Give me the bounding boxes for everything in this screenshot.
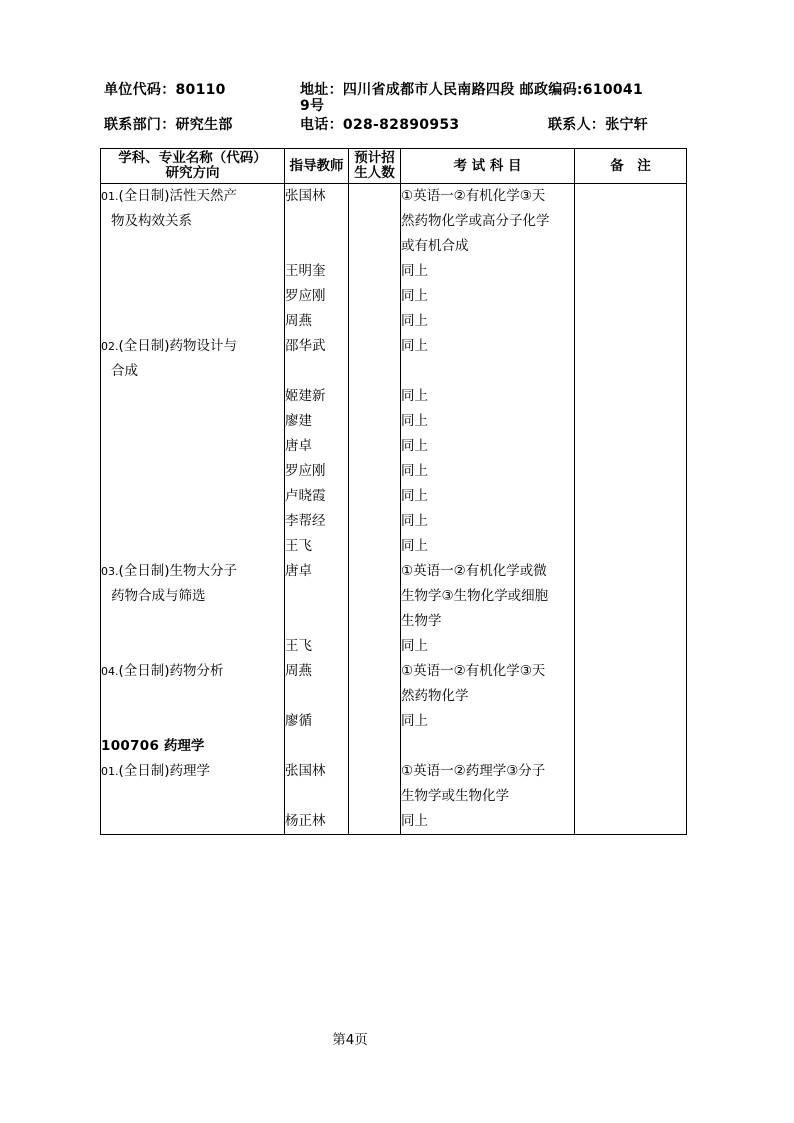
direction-cell bbox=[101, 309, 285, 334]
teacher-cell: 王飞 bbox=[285, 634, 349, 659]
table-row bbox=[101, 684, 687, 709]
remark-cell bbox=[575, 534, 687, 559]
major-name: 药理学 bbox=[163, 738, 205, 754]
teacher-cell bbox=[285, 584, 349, 609]
teacher-cell bbox=[285, 684, 349, 709]
column-header-direction-line2: 研究方向 bbox=[165, 165, 220, 181]
direction-cell bbox=[101, 759, 285, 784]
direction-name-cont: 物及构效关系 bbox=[111, 213, 192, 229]
unit-code: 单位代码：80110 bbox=[104, 82, 226, 98]
teacher-cell: 卢晓霞 bbox=[285, 484, 349, 509]
table-row bbox=[101, 384, 687, 409]
teacher-cell bbox=[285, 359, 349, 384]
table-row bbox=[101, 784, 687, 809]
direction-cell bbox=[101, 709, 285, 734]
remark-cell bbox=[575, 734, 687, 759]
direction-cell bbox=[101, 659, 285, 684]
table-row bbox=[101, 609, 687, 634]
subjects-cell bbox=[401, 359, 575, 384]
quota-cell bbox=[349, 634, 401, 659]
subjects-cell: 或有机合成 bbox=[401, 234, 575, 259]
subjects-cell: ①英语一②有机化学③天 bbox=[401, 659, 575, 684]
column-header-direction bbox=[101, 149, 285, 184]
phone: 电话：028-82890953 bbox=[300, 117, 460, 133]
remark-cell bbox=[575, 759, 687, 784]
quota-cell bbox=[349, 759, 401, 784]
quota-cell bbox=[349, 734, 401, 759]
teacher-cell: 周燕 bbox=[285, 309, 349, 334]
subjects-cell: 同上 bbox=[401, 809, 575, 835]
remark-cell bbox=[575, 784, 687, 809]
table-row bbox=[101, 259, 687, 284]
quota-cell bbox=[349, 184, 401, 210]
column-header-quota bbox=[349, 149, 401, 184]
subjects-cell: 同上 bbox=[401, 709, 575, 734]
subjects-cell: 同上 bbox=[401, 384, 575, 409]
table-row bbox=[101, 709, 687, 734]
remark-cell bbox=[575, 209, 687, 234]
quota-cell bbox=[349, 809, 401, 835]
teacher-cell: 李帮经 bbox=[285, 509, 349, 534]
remark-cell bbox=[575, 559, 687, 584]
subjects-cell: 同上 bbox=[401, 259, 575, 284]
quota-cell bbox=[349, 584, 401, 609]
subjects-cell: 生物学或生物化学 bbox=[401, 784, 575, 809]
remark-cell bbox=[575, 384, 687, 409]
direction-cell bbox=[101, 234, 285, 259]
quota-cell bbox=[349, 459, 401, 484]
table-row bbox=[101, 209, 687, 234]
quota-cell bbox=[349, 509, 401, 534]
subjects-cell: 同上 bbox=[401, 409, 575, 434]
remark-cell bbox=[575, 509, 687, 534]
teacher-cell bbox=[285, 784, 349, 809]
direction-cell bbox=[101, 534, 285, 559]
direction-name-cont: 合成 bbox=[111, 363, 138, 379]
remark-cell bbox=[575, 609, 687, 634]
teacher-cell bbox=[285, 234, 349, 259]
table-row bbox=[101, 459, 687, 484]
quota-cell bbox=[349, 359, 401, 384]
teacher-cell: 罗应刚 bbox=[285, 459, 349, 484]
quota-cell bbox=[349, 534, 401, 559]
direction-number: 03. bbox=[101, 565, 119, 578]
quota-cell bbox=[349, 659, 401, 684]
table-header-row bbox=[101, 149, 687, 184]
table-row bbox=[101, 234, 687, 259]
quota-cell bbox=[349, 784, 401, 809]
direction-cell bbox=[101, 509, 285, 534]
remark-cell bbox=[575, 334, 687, 359]
direction-name: (全日制)生物大分子 bbox=[118, 563, 238, 579]
direction-cell bbox=[101, 384, 285, 409]
teacher-cell: 廖循 bbox=[285, 709, 349, 734]
direction-cell bbox=[101, 809, 285, 835]
column-header-subjects: 考 试 科 目 bbox=[401, 149, 575, 184]
subjects-cell: 同上 bbox=[401, 334, 575, 359]
teacher-cell: 王飞 bbox=[285, 534, 349, 559]
table-row bbox=[101, 184, 687, 210]
direction-name: (全日制)药物设计与 bbox=[118, 338, 238, 354]
subjects-cell: 同上 bbox=[401, 484, 575, 509]
teacher-cell: 姬建新 bbox=[285, 384, 349, 409]
subjects-cell: 同上 bbox=[401, 284, 575, 309]
direction-cell bbox=[101, 184, 285, 210]
direction-name-cont: 药物合成与筛选 bbox=[111, 588, 206, 604]
direction-cell bbox=[101, 609, 285, 634]
contact-department: 联系部门：研究生部 bbox=[104, 117, 233, 133]
table-row bbox=[101, 484, 687, 509]
direction-cell bbox=[101, 584, 285, 609]
direction-cell bbox=[101, 434, 285, 459]
teacher-cell: 杨正林 bbox=[285, 809, 349, 835]
table-body bbox=[101, 184, 687, 835]
direction-cell bbox=[101, 209, 285, 234]
column-header-quota-line2: 生人数 bbox=[354, 165, 395, 181]
subjects-cell: 生物学 bbox=[401, 609, 575, 634]
quota-cell bbox=[349, 559, 401, 584]
table-row bbox=[101, 359, 687, 384]
quota-cell bbox=[349, 234, 401, 259]
column-header-quota-line1: 预计招 bbox=[354, 150, 395, 166]
teacher-cell: 周燕 bbox=[285, 659, 349, 684]
contact-person: 联系人：张宁轩 bbox=[548, 117, 649, 133]
quota-cell bbox=[349, 259, 401, 284]
subjects-cell: 同上 bbox=[401, 634, 575, 659]
direction-cell bbox=[101, 459, 285, 484]
direction-name: (全日制)药理学 bbox=[118, 763, 211, 779]
subjects-cell: ①英语一②有机化学或微 bbox=[401, 559, 575, 584]
table-row bbox=[101, 334, 687, 359]
teacher-cell bbox=[285, 734, 349, 759]
remark-cell bbox=[575, 309, 687, 334]
address-line1: 地址：四川省成都市人民南路四段 邮政编码:610041 bbox=[300, 82, 644, 98]
teacher-cell bbox=[285, 609, 349, 634]
direction-number: 02. bbox=[101, 340, 119, 353]
direction-cell bbox=[101, 684, 285, 709]
subjects-cell: 同上 bbox=[401, 534, 575, 559]
table-row bbox=[101, 734, 687, 759]
quota-cell bbox=[349, 434, 401, 459]
teacher-cell: 唐卓 bbox=[285, 434, 349, 459]
quota-cell bbox=[349, 609, 401, 634]
direction-number: 01. bbox=[101, 765, 119, 778]
quota-cell bbox=[349, 409, 401, 434]
quota-cell bbox=[349, 284, 401, 309]
remark-cell bbox=[575, 634, 687, 659]
column-header-direction-line1: 学科、专业名称（代码） bbox=[118, 150, 267, 166]
direction-cell bbox=[101, 359, 285, 384]
quota-cell bbox=[349, 309, 401, 334]
subjects-cell: ①英语一②药理学③分子 bbox=[401, 759, 575, 784]
remark-cell bbox=[575, 434, 687, 459]
remark-cell bbox=[575, 809, 687, 835]
subjects-cell: 同上 bbox=[401, 309, 575, 334]
direction-name: (全日制)药物分析 bbox=[118, 663, 224, 679]
teacher-cell: 王明奎 bbox=[285, 259, 349, 284]
major-code: 100706 bbox=[101, 738, 160, 754]
subjects-cell bbox=[401, 734, 575, 759]
table-row bbox=[101, 809, 687, 835]
quota-cell bbox=[349, 684, 401, 709]
quota-cell bbox=[349, 209, 401, 234]
remark-cell bbox=[575, 184, 687, 210]
direction-cell bbox=[101, 784, 285, 809]
quota-cell bbox=[349, 384, 401, 409]
table-row bbox=[101, 759, 687, 784]
remark-cell bbox=[575, 459, 687, 484]
major-heading bbox=[101, 734, 285, 759]
subjects-cell: 同上 bbox=[401, 459, 575, 484]
direction-name: (全日制)活性天然产 bbox=[118, 188, 238, 204]
table-row bbox=[101, 509, 687, 534]
table-row bbox=[101, 534, 687, 559]
table-row bbox=[101, 559, 687, 584]
remark-cell bbox=[575, 709, 687, 734]
teacher-cell: 张国林 bbox=[285, 184, 349, 210]
direction-cell bbox=[101, 559, 285, 584]
direction-cell bbox=[101, 484, 285, 509]
table-row bbox=[101, 409, 687, 434]
subjects-cell: ①英语一②有机化学③天 bbox=[401, 184, 575, 210]
direction-cell bbox=[101, 634, 285, 659]
quota-cell bbox=[349, 484, 401, 509]
direction-cell bbox=[101, 259, 285, 284]
remark-cell bbox=[575, 284, 687, 309]
remark-cell bbox=[575, 684, 687, 709]
direction-number: 04. bbox=[101, 665, 119, 678]
subjects-cell: 然药物化学 bbox=[401, 684, 575, 709]
subjects-cell: 同上 bbox=[401, 434, 575, 459]
quota-cell bbox=[349, 334, 401, 359]
table-row bbox=[101, 434, 687, 459]
remark-cell bbox=[575, 234, 687, 259]
remark-cell bbox=[575, 584, 687, 609]
remark-cell bbox=[575, 359, 687, 384]
column-header-remark: 备 注 bbox=[575, 149, 687, 184]
table-row bbox=[101, 634, 687, 659]
direction-cell bbox=[101, 409, 285, 434]
remark-cell bbox=[575, 259, 687, 284]
table-row bbox=[101, 309, 687, 334]
direction-cell bbox=[101, 334, 285, 359]
table-row bbox=[101, 584, 687, 609]
page-number: 第4页 bbox=[332, 1032, 368, 1048]
direction-cell bbox=[101, 284, 285, 309]
column-header-teacher: 指导教师 bbox=[285, 149, 349, 184]
subjects-cell: 同上 bbox=[401, 509, 575, 534]
remark-cell bbox=[575, 659, 687, 684]
address-line2: 9号 bbox=[300, 98, 325, 114]
teacher-cell: 张国林 bbox=[285, 759, 349, 784]
subjects-cell: 生物学③生物化学或细胞 bbox=[401, 584, 575, 609]
teacher-cell: 邵华武 bbox=[285, 334, 349, 359]
enrollment-table bbox=[100, 148, 687, 835]
teacher-cell: 罗应刚 bbox=[285, 284, 349, 309]
direction-number: 01. bbox=[101, 190, 119, 203]
teacher-cell: 廖建 bbox=[285, 409, 349, 434]
remark-cell bbox=[575, 484, 687, 509]
table-row bbox=[101, 284, 687, 309]
remark-cell bbox=[575, 409, 687, 434]
quota-cell bbox=[349, 709, 401, 734]
subjects-cell: 然药物化学或高分子化学 bbox=[401, 209, 575, 234]
teacher-cell: 唐卓 bbox=[285, 559, 349, 584]
teacher-cell bbox=[285, 209, 349, 234]
table-row bbox=[101, 659, 687, 684]
